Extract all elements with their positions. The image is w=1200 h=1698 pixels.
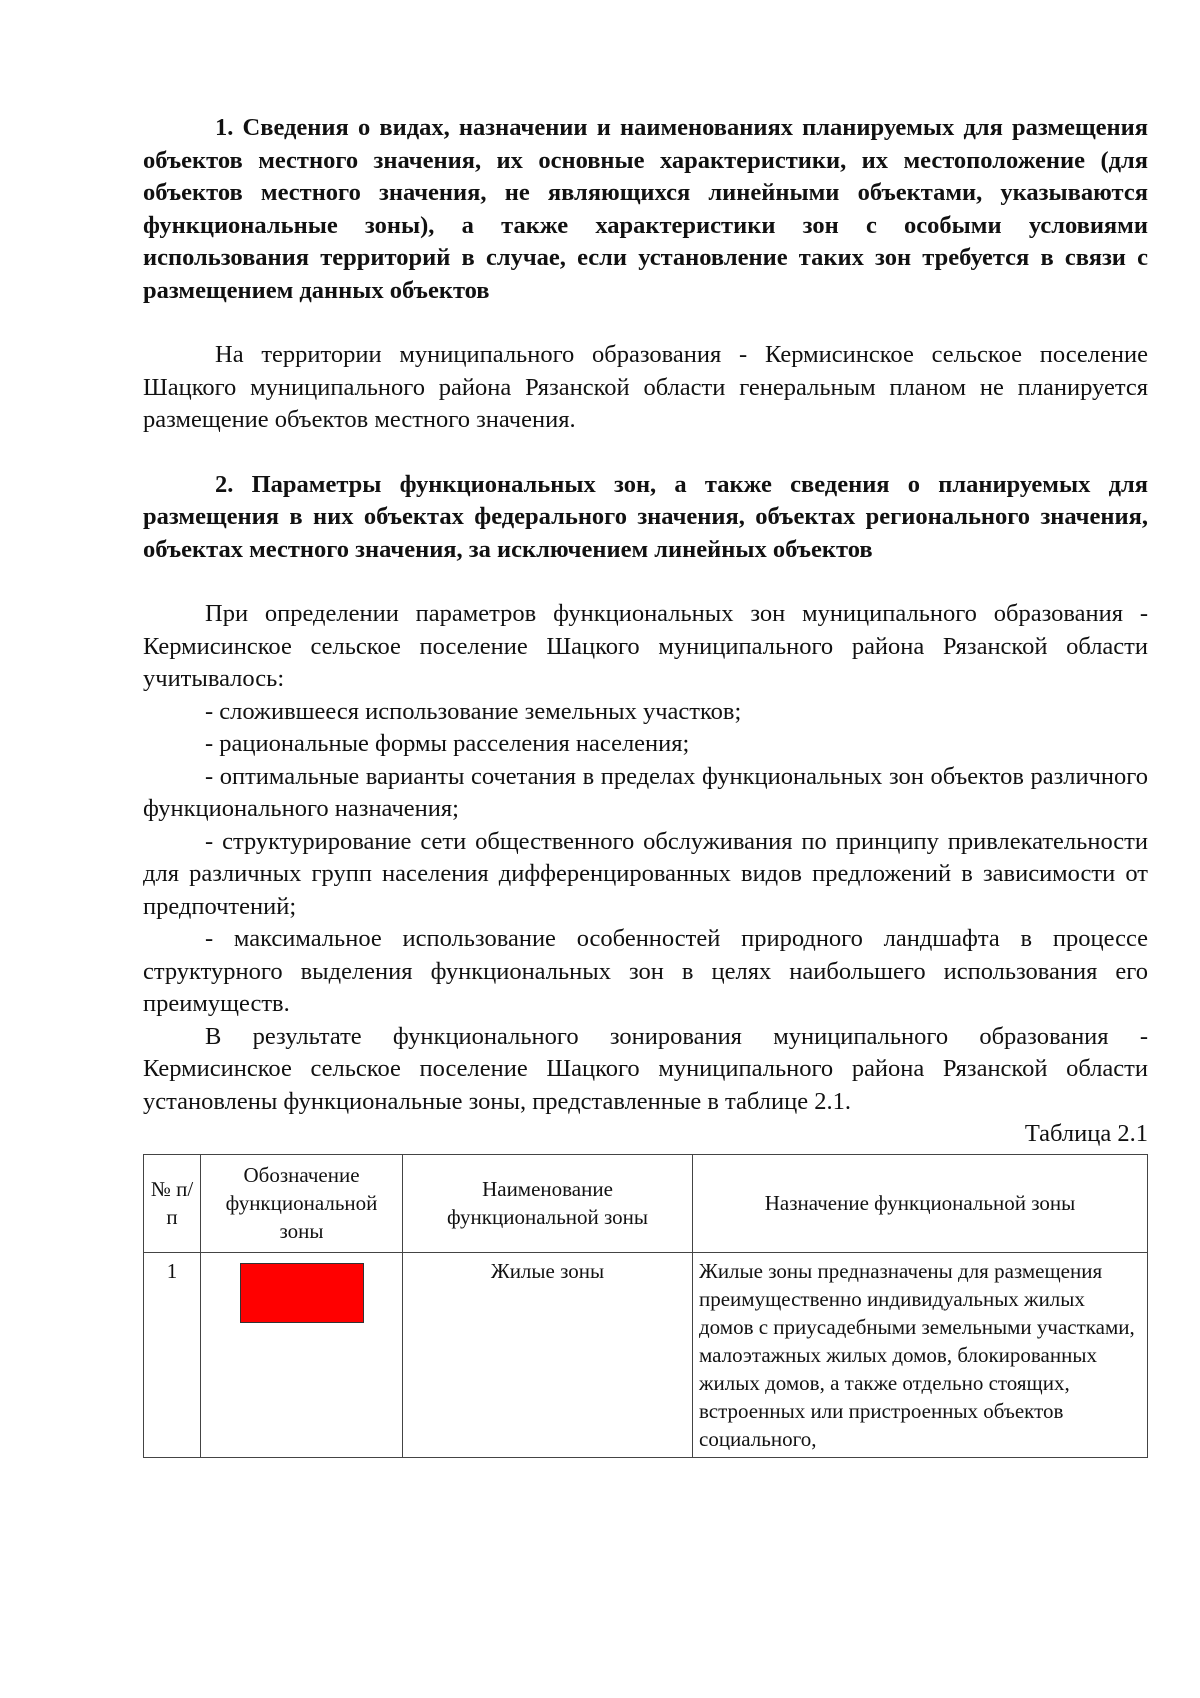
list-item: - структурирование сети общественного обслуживания по принципу привлекательности для различных групп населения дифференцированных видов предложений в зависимости от предпочтений; xyxy=(143,827,1148,920)
row-symbol xyxy=(201,1252,403,1457)
list-item: - сложившееся использование земельных участков; xyxy=(205,697,742,725)
list-item: - рациональные формы расселения населения; xyxy=(205,730,690,757)
zones-table xyxy=(143,1154,1148,1458)
row-num: 1 xyxy=(144,1252,201,1457)
section-1-text: На территории муниципального образования - Кермисинское сельское поселение Шацкого муниципального района Рязанской области генеральным планом не планируется размещение объектов местного значения. xyxy=(143,341,1148,433)
zone-color-swatch xyxy=(240,1263,364,1323)
header-name: Наименование функциональной зоны xyxy=(403,1154,693,1252)
section-2-result: В результате функционального зонирования муниципального образования - Кермисинское сельское поселение Шацкого муниципального района Рязанской области установлены функциональные зоны, представленные в таблице 2.1. xyxy=(143,1022,1148,1115)
header-symbol: Обозначение функциональной зоны xyxy=(201,1154,403,1252)
table-header-row xyxy=(144,1154,1148,1252)
header-purpose: Назначение функциональной зоны xyxy=(693,1154,1148,1252)
table-caption: Таблица 2.1 xyxy=(1024,1120,1148,1147)
row-purpose: Жилые зоны предназначены для размещения преимущественно индивидуальных жилых домов с приусадебными земельными участками, малоэтажных жилых домов, блокированных жилых домов, а также отдельно стоящих, встроенных или пристроенных объектов социального, xyxy=(693,1252,1148,1457)
section-2-heading: 2. Параметры функциональных зон, а также сведения о планируемых для размещения в них объектах федерального значения, объектах регионального значения, объектах местного значения, за исключением линейных объектов xyxy=(143,470,1148,563)
list-item: - максимальное использование особенностей природного ландшафта в процессе структурного выделения функциональных зон в целях наибольшего использования его преимуществ. xyxy=(143,925,1148,1017)
section-2-intro: При определении параметров функциональных зон муниципального образования - Кермисинское сельское поселение Шацкого муниципального района Рязанской области учитывалось: xyxy=(143,600,1148,692)
table-row xyxy=(144,1252,1148,1457)
section-1-heading: 1. Сведения о видах, назначении и наименованиях планируемых для размещения объектов местного значения, их основные характеристики, их местоположение (для объектов местного значения, не являющихся линейными объектами, указываются функциональные зоны), а также характеристики зон с особыми условиями использования территорий в случае, если установление таких зон требуется в связи с размещением данных объектов xyxy=(143,114,1148,304)
list-item: - оптимальные варианты сочетания в пределах функциональных зон объектов различного функционального назначения; xyxy=(143,762,1148,822)
row-name: Жилые зоны xyxy=(403,1252,693,1457)
document-page xyxy=(143,112,1148,1458)
header-num: № п/п xyxy=(144,1154,201,1252)
